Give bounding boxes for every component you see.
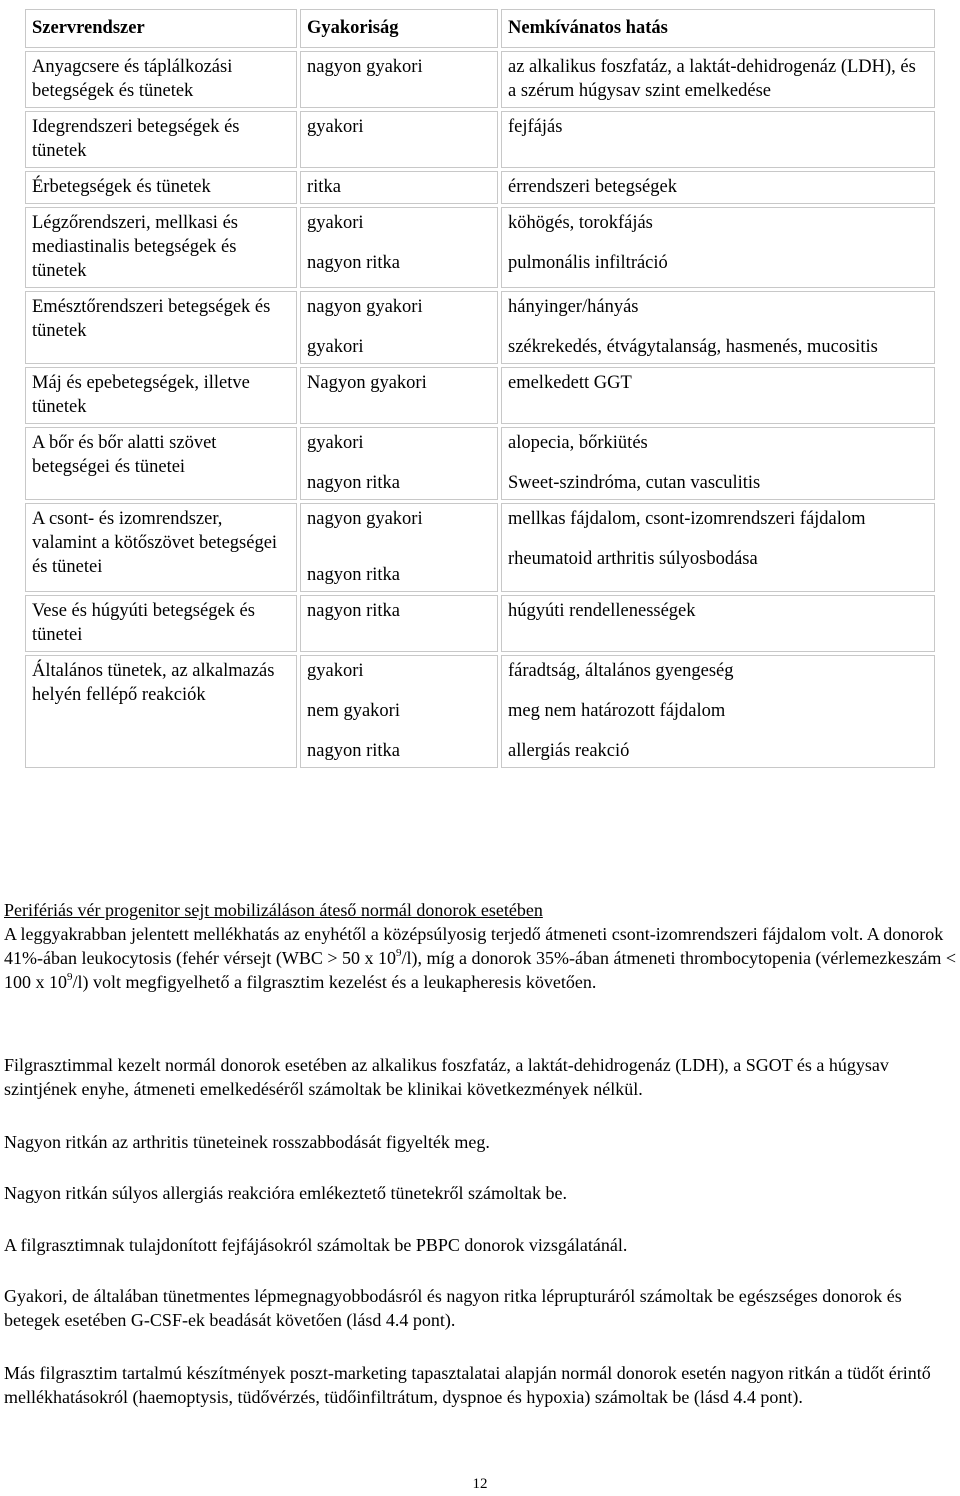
effect-value: allergiás reakció: [508, 741, 630, 761]
table-row: [25, 367, 935, 424]
organ-cell: Légzőrendszeri, mellkasi és mediastinalis betegségek és tünetek: [25, 207, 297, 288]
organ-cell: Idegrendszeri betegségek és tünetek: [25, 111, 297, 168]
header-frequency: Gyakoriság: [300, 9, 498, 48]
effect-cell: [501, 503, 935, 592]
table-row: [25, 291, 935, 364]
frequency-cell: [300, 291, 498, 364]
exponent-1: 9: [396, 947, 402, 959]
frequency-value: gyakori: [307, 117, 364, 137]
table-row: [25, 207, 935, 288]
effect-cell: [501, 171, 935, 204]
table-row: [25, 427, 935, 500]
header-organ-system: Szervrendszer: [25, 9, 297, 48]
effect-value: hányinger/hányás: [508, 297, 639, 317]
frequency-value: nagyon gyakori: [307, 509, 423, 529]
effect-value: rheumatoid arthritis súlyosbodása: [508, 549, 758, 569]
effect-cell: [501, 367, 935, 424]
effect-cell: [501, 51, 935, 108]
exponent-2: 9: [67, 971, 73, 983]
paragraph: Más filgrasztim tartalmú készítmények poszt-marketing tapasztalatai alapján normál donorok esetén nagyon ritkán a tüdőt érintő mellékhatásokról (haemoptysis, tüdővérzés, tüdőinfiltrátum, dyspnoe és hypoxia) számoltak be (lásd 4.4 pont).: [4, 1363, 931, 1407]
table-row: [25, 595, 935, 652]
table-row: [25, 503, 935, 592]
effect-value: Sweet-szindróma, cutan vasculitis: [508, 473, 761, 493]
frequency-cell: [300, 427, 498, 500]
effect-value: az alkalikus foszfatáz, a laktát-dehidrogenáz (LDH), és a szérum húgysav szint emelkedése: [508, 57, 916, 101]
header-adverse-effect: Nemkívánatos hatás: [501, 9, 935, 48]
frequency-value: gyakori: [307, 661, 364, 681]
organ-cell: A bőr és bőr alatti szövet betegségei és tünetei: [25, 427, 297, 500]
effect-value: mellkas fájdalom, csont-izomrendszeri fájdalom: [508, 509, 866, 529]
intro-part-2: /l), míg a donorok 35%-ában átmeneti thrombocytopenia (vérlemezkeszám < 100 x 10: [4, 948, 957, 992]
frequency-value: Nagyon gyakori: [307, 373, 427, 393]
effect-value: köhögés, torokfájás: [508, 213, 653, 233]
effect-value: alopecia, bőrkiütés: [508, 433, 648, 453]
frequency-cell: [300, 595, 498, 652]
frequency-value: ritka: [307, 177, 341, 197]
frequency-cell: [300, 171, 498, 204]
effect-cell: [501, 427, 935, 500]
effect-value: emelkedett GGT: [508, 373, 632, 393]
frequency-cell: [300, 111, 498, 168]
effect-value: meg nem határozott fájdalom: [508, 701, 726, 721]
table-row: [25, 655, 935, 768]
organ-cell: Általános tünetek, az alkalmazás helyén fellépő reakciók: [25, 655, 297, 768]
effect-value: érrendszeri betegségek: [508, 177, 677, 197]
frequency-value: gyakori: [307, 213, 364, 233]
organ-cell: Vese és húgyúti betegségek és tünetei: [25, 595, 297, 652]
organ-cell: Máj és epebetegségek, illetve tünetek: [25, 367, 297, 424]
organ-cell: Anyagcsere és táplálkozási betegségek és tünetek: [25, 51, 297, 108]
frequency-value: nagyon ritka: [307, 473, 400, 493]
effect-value: székrekedés, étvágytalanság, hasmenés, mucositis: [508, 337, 878, 357]
intro-part-3: /l) volt megfigyelhető a filgrasztim kezelést és a leukapheresis követően.: [72, 972, 597, 992]
frequency-cell: [300, 655, 498, 768]
adverse-effects-table: [22, 6, 938, 771]
frequency-value: nem gyakori: [307, 701, 400, 721]
table-row: [25, 51, 935, 108]
section-title: [4, 898, 956, 922]
frequency-cell: [300, 367, 498, 424]
effect-cell: [501, 291, 935, 364]
page-number: 12: [472, 1476, 488, 1492]
frequency-value: nagyon gyakori: [307, 57, 423, 77]
section-title-text: Perifériás vér progenitor sejt mobilizáláson áteső normál donorok esetében: [4, 900, 543, 920]
paragraph: Nagyon ritkán az arthritis tüneteinek rosszabbodását figyelték meg.: [4, 1132, 490, 1152]
effect-value: húgyúti rendellenességek: [508, 601, 696, 621]
table-row: [25, 171, 935, 204]
effect-cell: [501, 655, 935, 768]
frequency-cell: [300, 51, 498, 108]
table-row: [25, 111, 935, 168]
effect-cell: [501, 111, 935, 168]
table-header-row: [25, 9, 935, 48]
paragraph: Nagyon ritkán súlyos allergiás reakcióra emlékeztető tünetekről számoltak be.: [4, 1183, 567, 1203]
frequency-cell: [300, 207, 498, 288]
frequency-value: nagyon ritka: [307, 253, 400, 273]
effect-value: fáradtság, általános gyengeség: [508, 661, 734, 681]
frequency-value: nagyon ritka: [307, 565, 400, 585]
paragraph: Gyakori, de általában tünetmentes lépmegnagyobbodásról és nagyon ritka léprupturáról számoltak be egészséges donorok és betegek esetében G-CSF-ek beadását követően (lásd 4.4 pont).: [4, 1286, 902, 1330]
effect-cell: [501, 207, 935, 288]
intro-part-1: A leggyakrabban jelentett mellékhatás az enyhétől a középsúlyosig terjedő átmeneti csont-izomrendszeri fájdalom volt. A donorok 41%-ában leukocytosis (fehér vérsejt (WBC > 50 x 10: [4, 924, 944, 968]
donor-section: [4, 898, 956, 994]
effect-value: fejfájás: [508, 117, 563, 137]
effect-cell: [501, 595, 935, 652]
section-intro: [4, 922, 956, 994]
effect-value: pulmonális infiltráció: [508, 253, 668, 273]
organ-cell: A csont- és izomrendszer, valamint a kötőszövet betegségei és tünetei: [25, 503, 297, 592]
organ-cell: Érbetegségek és tünetek: [25, 171, 297, 204]
frequency-value: nagyon ritka: [307, 601, 400, 621]
frequency-value: gyakori: [307, 337, 364, 357]
frequency-value: nagyon gyakori: [307, 297, 423, 317]
frequency-value: nagyon ritka: [307, 741, 400, 761]
frequency-value: gyakori: [307, 433, 364, 453]
organ-cell: Emésztőrendszeri betegségek és tünetek: [25, 291, 297, 364]
frequency-cell: [300, 503, 498, 592]
paragraph: A filgrasztimnak tulajdonított fejfájásokról számoltak be PBPC donorok vizsgálatánál.: [4, 1235, 628, 1255]
paragraph: Filgrasztimmal kezelt normál donorok esetében az alkalikus foszfatáz, a laktát-dehidrogenáz (LDH), a SGOT és a húgysav szintjének enyhe, átmeneti emelkedéséről számoltak be klinikai következmények nélkül.: [4, 1055, 889, 1099]
